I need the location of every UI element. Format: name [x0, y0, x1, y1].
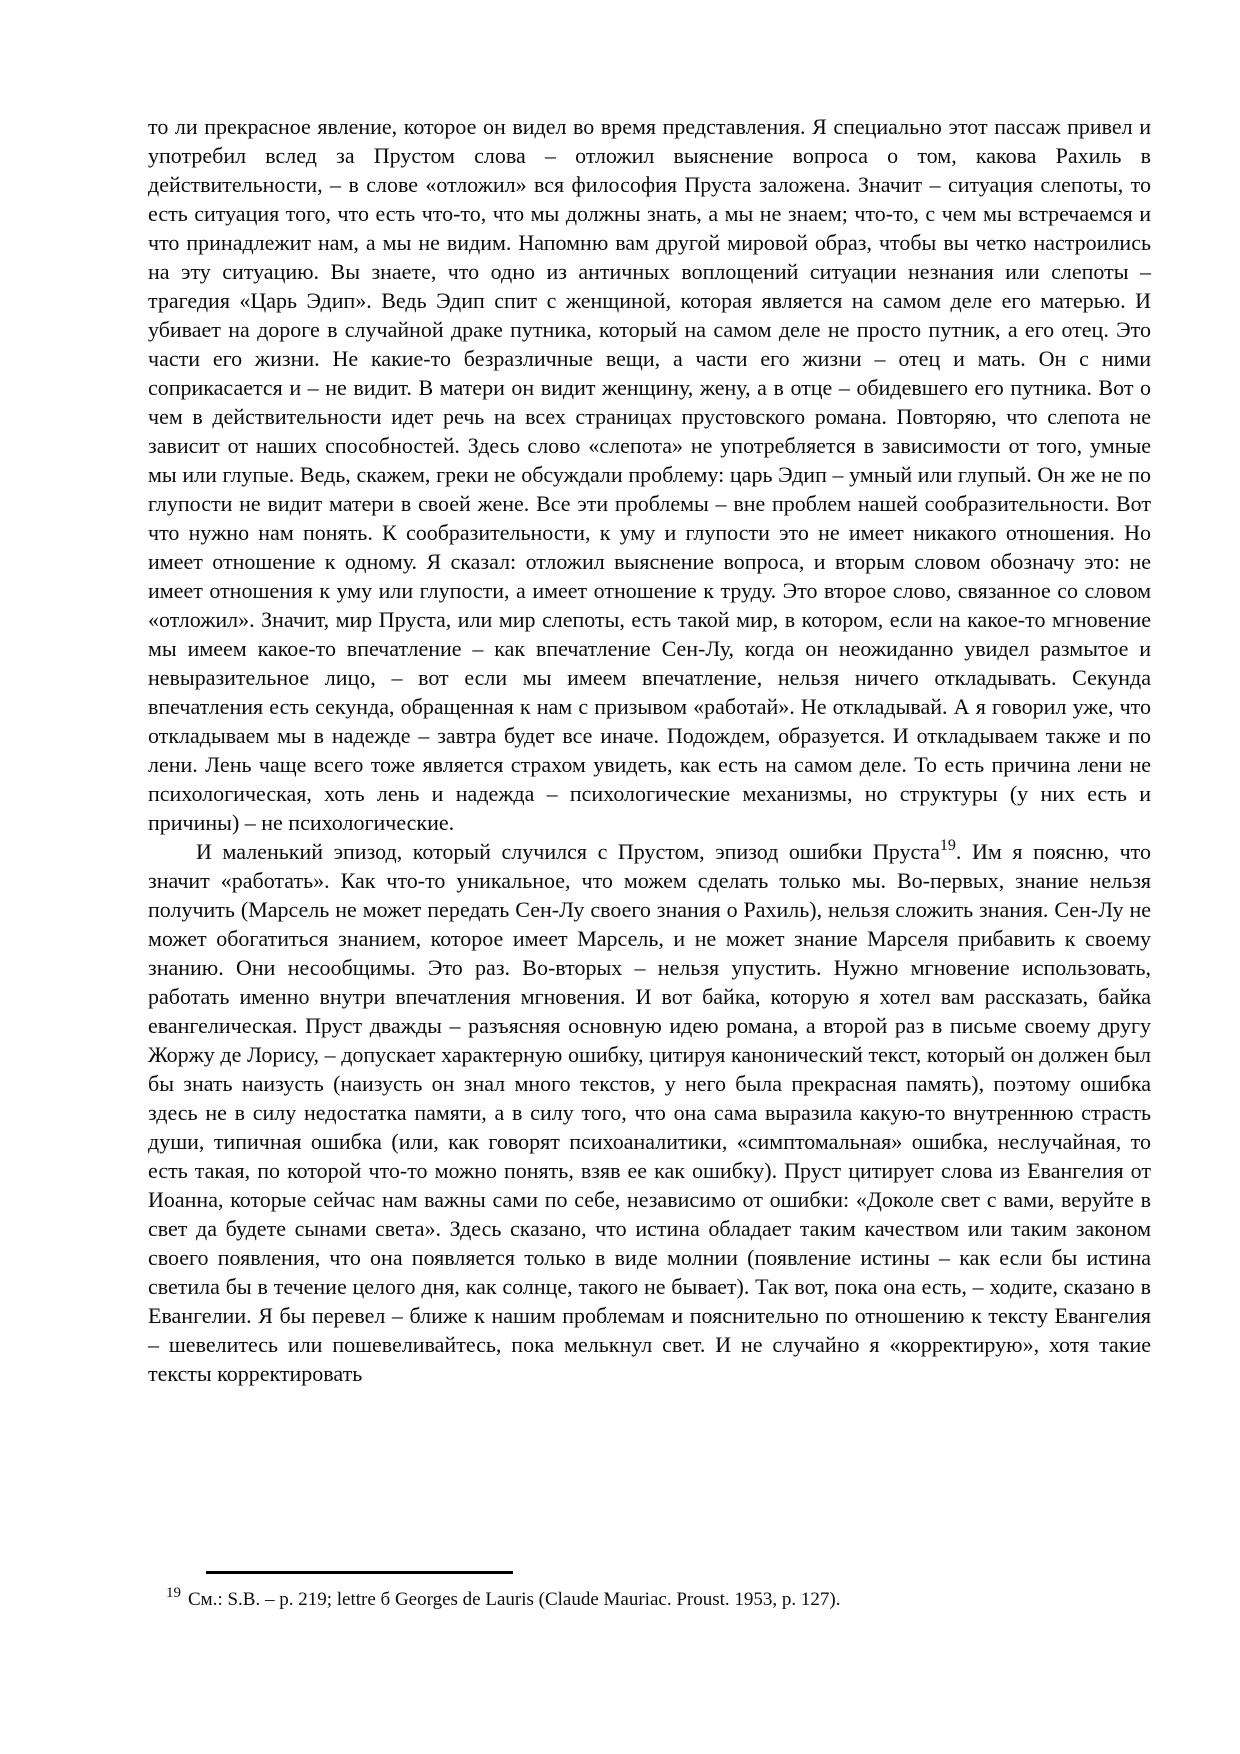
- footnote-text: См.: S.B. – p. 219; lettre б Georges de Lauris (Claude Mauriac. Proust. 1953, p. 127).: [188, 1589, 841, 1610]
- footnote-separator: [206, 1571, 513, 1574]
- body-text: [148, 112, 1151, 1388]
- paragraph-2-text-after-ref: . Им я поясню, что значит «работать». Как что-то уникальное, что можем сделать только мы. Во-первых, знание нельзя получить (Марсель не может передать Сен-Лу своего знания о Рахиль), нельзя сложить знания. Сен-Лу не может обогатиться знанием, которое имеет Марсель, и не может знание Марселя прибавить к своему знанию. Они несообщимы. Это раз. Во-вторых – нельзя упустить. Нужно мгновение использовать, работать именно внутри впечатления мгновения. И вот байка, которую я хотел вам рассказать, байка евангелическая. Пруст дважды – разъясняя основную идею романа, а второй раз в письме своему другу Жоржу де Лорису, – допускает характерную ошибку, цитируя канонический текст, который он должен был бы знать наизусть (наизусть он знал много текстов, у него была прекрасная память), поэтому ошибка здесь не в силу недостатка памяти, а в силу того, что она сама выразила какую-то внутреннюю страсть души, типичная ошибка (или, как говорят психоаналитики, «симптомальная» ошибка, неслучайная, то есть такая, по которой что-то можно понять, взяв ее как ошибку). Пруст цитирует слова из Евангелия от Иоанна, которые сейчас нам важны сами по себе, независимо от ошибки: «Доколе свет с вами, веруйте в свет да будете сынами света». Здесь сказано, что истина обладает таким качеством или таким законом своего появления, что она появляется только в виде молнии (появление истины – как если бы истина светила бы в течение целого дня, как солнце, такого не бывает). Так вот, пока она есть, – ходите, сказано в Евангелии. Я бы перевел – ближе к нашим проблемам и пояснительно по отношению к тексту Евангелия – шевелитесь или пошевеливайтесь, пока мелькнул свет. И не случайно я «корректирую», хотя такие тексты корректировать: [148, 839, 1152, 1386]
- footnote-marker: 19: [166, 1584, 181, 1601]
- paragraph-2-text-before-ref: И маленький эпизод, который случился с Прустом, эпизод ошибки Пруста: [196, 839, 940, 864]
- footnote-reference: 19: [939, 836, 956, 854]
- footnote: [166, 1584, 1066, 1612]
- paragraph-2: [148, 837, 1151, 1388]
- paragraph-1: то ли прекрасное явление, которое он видел во время представления. Я специально этот пассаж привел и употребил вслед за Прустом слова – отложил выяснение вопроса о том, какова Рахиль в действительности, – в слове «отложил» вся философия Пруста заложена. Значит – ситуация слепоты, то есть ситуация того, что есть что-то, что мы должны знать, а мы не знаем; что-то, с чем мы встречаемся и что принадлежит нам, а мы не видим. Напомню вам другой мировой образ, чтобы вы четко настроились на эту ситуацию. Вы знаете, что одно из античных воплощений ситуации незнания или слепоты – трагедия «Царь Эдип». Ведь Эдип спит с женщиной, которая является на самом деле его матерью. И убивает на дороге в случайной драке путника, который на самом деле не просто путник, а его отец. Это части его жизни. Не какие-то безразличные вещи, а части его жизни – отец и мать. Он с ними соприкасается и – не видит. В матери он видит женщину, жену, а в отце – обидевшего его путника. Вот о чем в действительности идет речь на всех страницах прустовского романа. Повторяю, что слепота не зависит от наших способностей. Здесь слово «слепота» не употребляется в зависимости от того, умные мы или глупые. Ведь, скажем, греки не обсуждали проблему: царь Эдип – умный или глупый. Он же не по глупости не видит матери в своей жене. Все эти проблемы – вне проблем нашей сообразительности. Вот что нужно нам понять. К сообразительности, к уму и глупости это не имеет никакого отношения. Но имеет отношение к одному. Я сказал: отложил выяснение вопроса, и вторым словом обозначу это: не имеет отношения к уму или глупости, а имеет отношение к труду. Это второе слово, связанное со словом «отложил». Значит, мир Пруста, или мир слепоты, есть такой мир, в котором, если на какое-то мгновение мы имеем какое-то впечатление – как впечатление Сен-Лу, когда он неожиданно увидел размытое и невыразительное лицо, – вот если мы имеем впечатление, нельзя ничего откладывать. Секунда впечатления есть секунда, обращенная к нам с призывом «работай». Не откладывай. А я говорил уже, что откладываем мы в надежде – завтра будет все иначе. Подождем, образуется. И откладываем также и по лени. Лень чаще всего тоже является страхом увидеть, как есть на самом деле. То есть причина лени не психологическая, хоть лень и надежда – психологические механизмы, но структуры (у них есть и причины) – не психологические.: [148, 114, 1151, 835]
